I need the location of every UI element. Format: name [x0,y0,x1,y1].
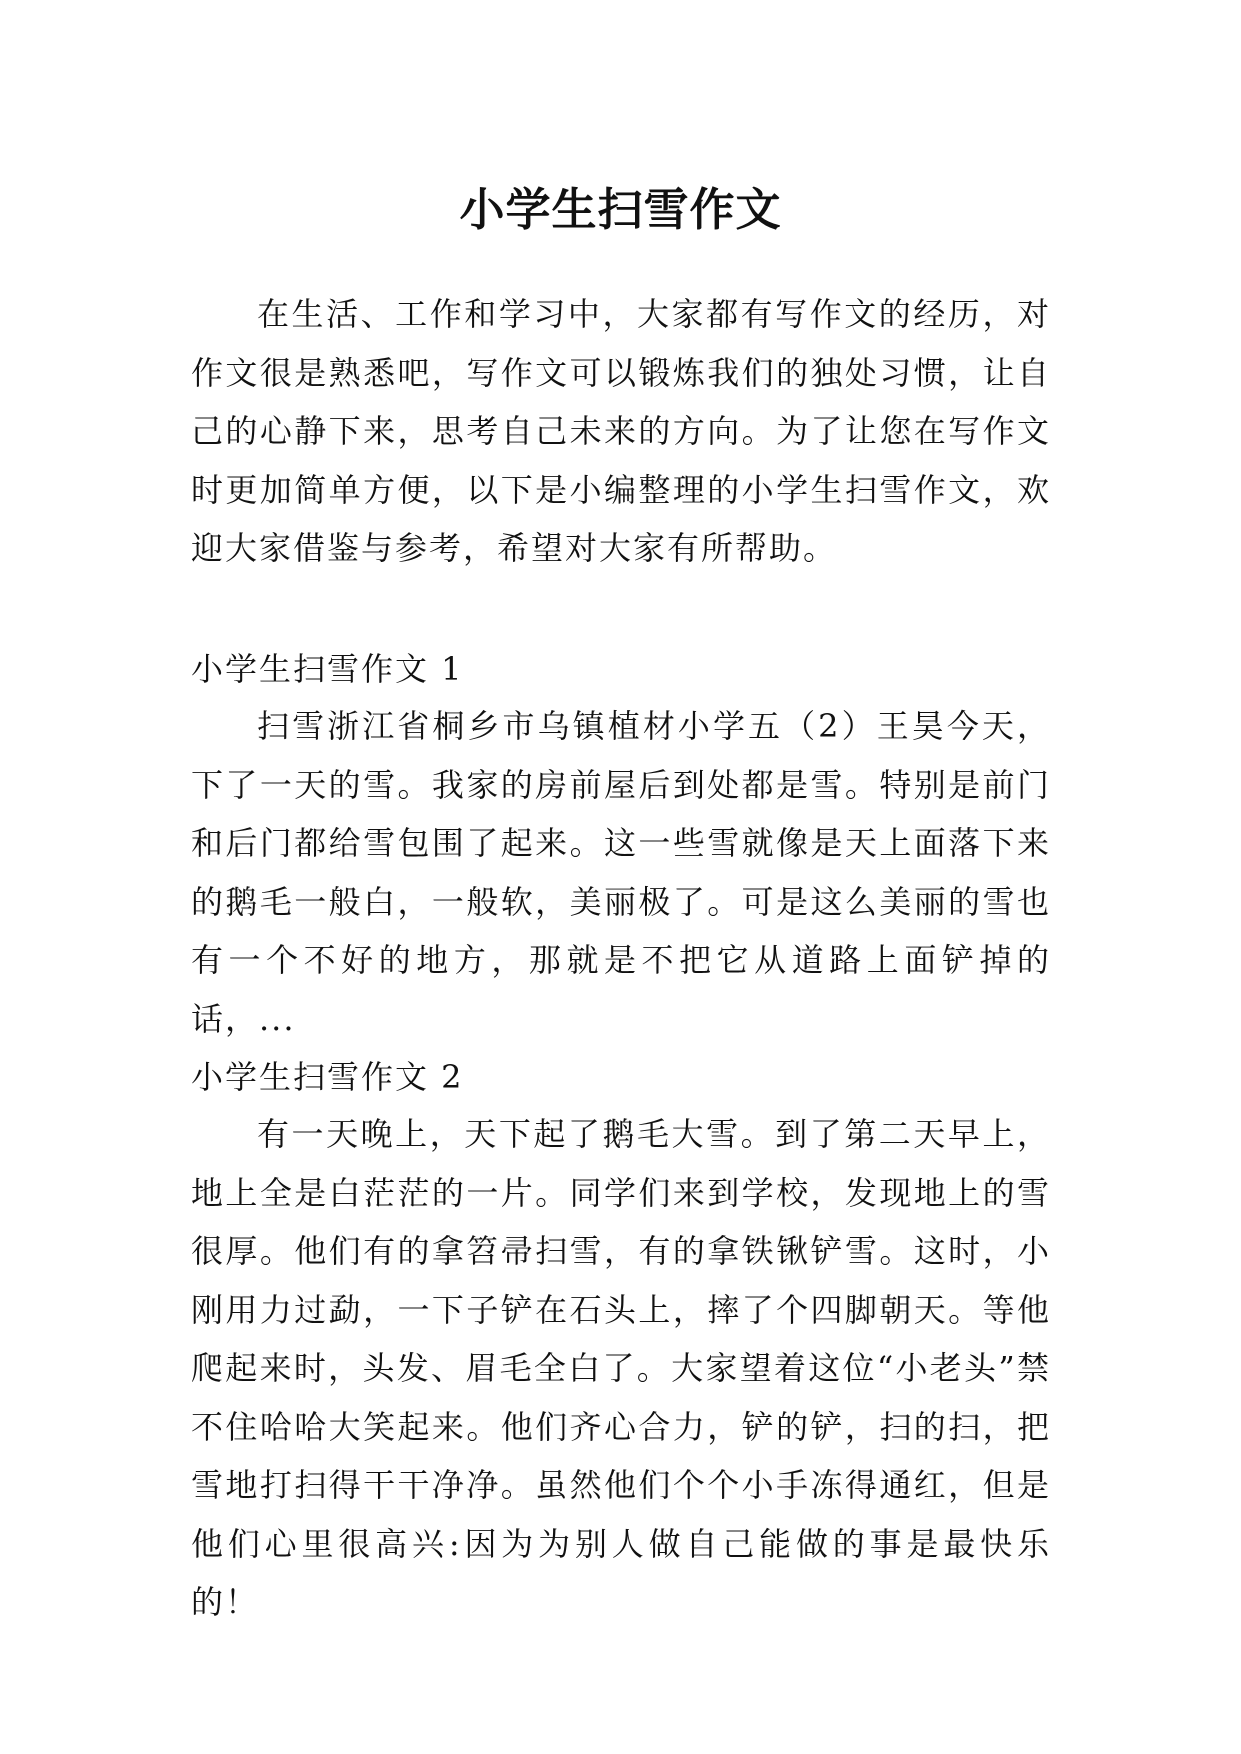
section-heading-2: 小学生扫雪作文 2 [191,1058,464,1096]
section-heading-1: 小学生扫雪作文 1 [191,650,464,688]
document-title: 小学生扫雪作文 [459,183,782,237]
intro-paragraph: 在生活、工作和学习中，大家都有写作文的经历，对作文很是熟悉吧，写作文可以锻炼我们的独处习惯，让自己的心静下来，思考自己未来的方向。为了让您在写作文时更加简单方便，以下是小编整理的小学生扫雪作文，欢迎大家借鉴与参考，希望对大家有所帮助。 [191,295,1051,567]
section-body-2: 有一天晚上，天下起了鹅毛大雪。到了第二天早上，地上全是白茫茫的一片。同学们来到学校，发现地上的雪很厚。他们有的拿笤帚扫雪，有的拿铁锹铲雪。这时，小刚用力过勐，一下子铲在石头上，摔了个四脚朝天。等他爬起来时，头发、眉毛全白了。大家望着这位“小老头”禁不住哈哈大笑起来。他们齐心合力，铲的铲，扫的扫，把雪地打扫得干干净净。虽然他们个个小手冻得通红，但是他们心里很高兴:因为为别人做自己能做的事是最快乐的！ [191,1115,1051,1621]
section-body-1: 扫雪浙江省桐乡市乌镇植材小学五（2）王昊今天，下了一天的雪。我家的房前屋后到处都是雪。特别是前门和后门都给雪包围了起来。这一些雪就像是天上面落下来的鹅毛一般白，一般软，美丽极了。可是这么美丽的雪也有一个不好的地方，那就是不把它从道路上面铲掉的话，... [191,707,1051,1038]
